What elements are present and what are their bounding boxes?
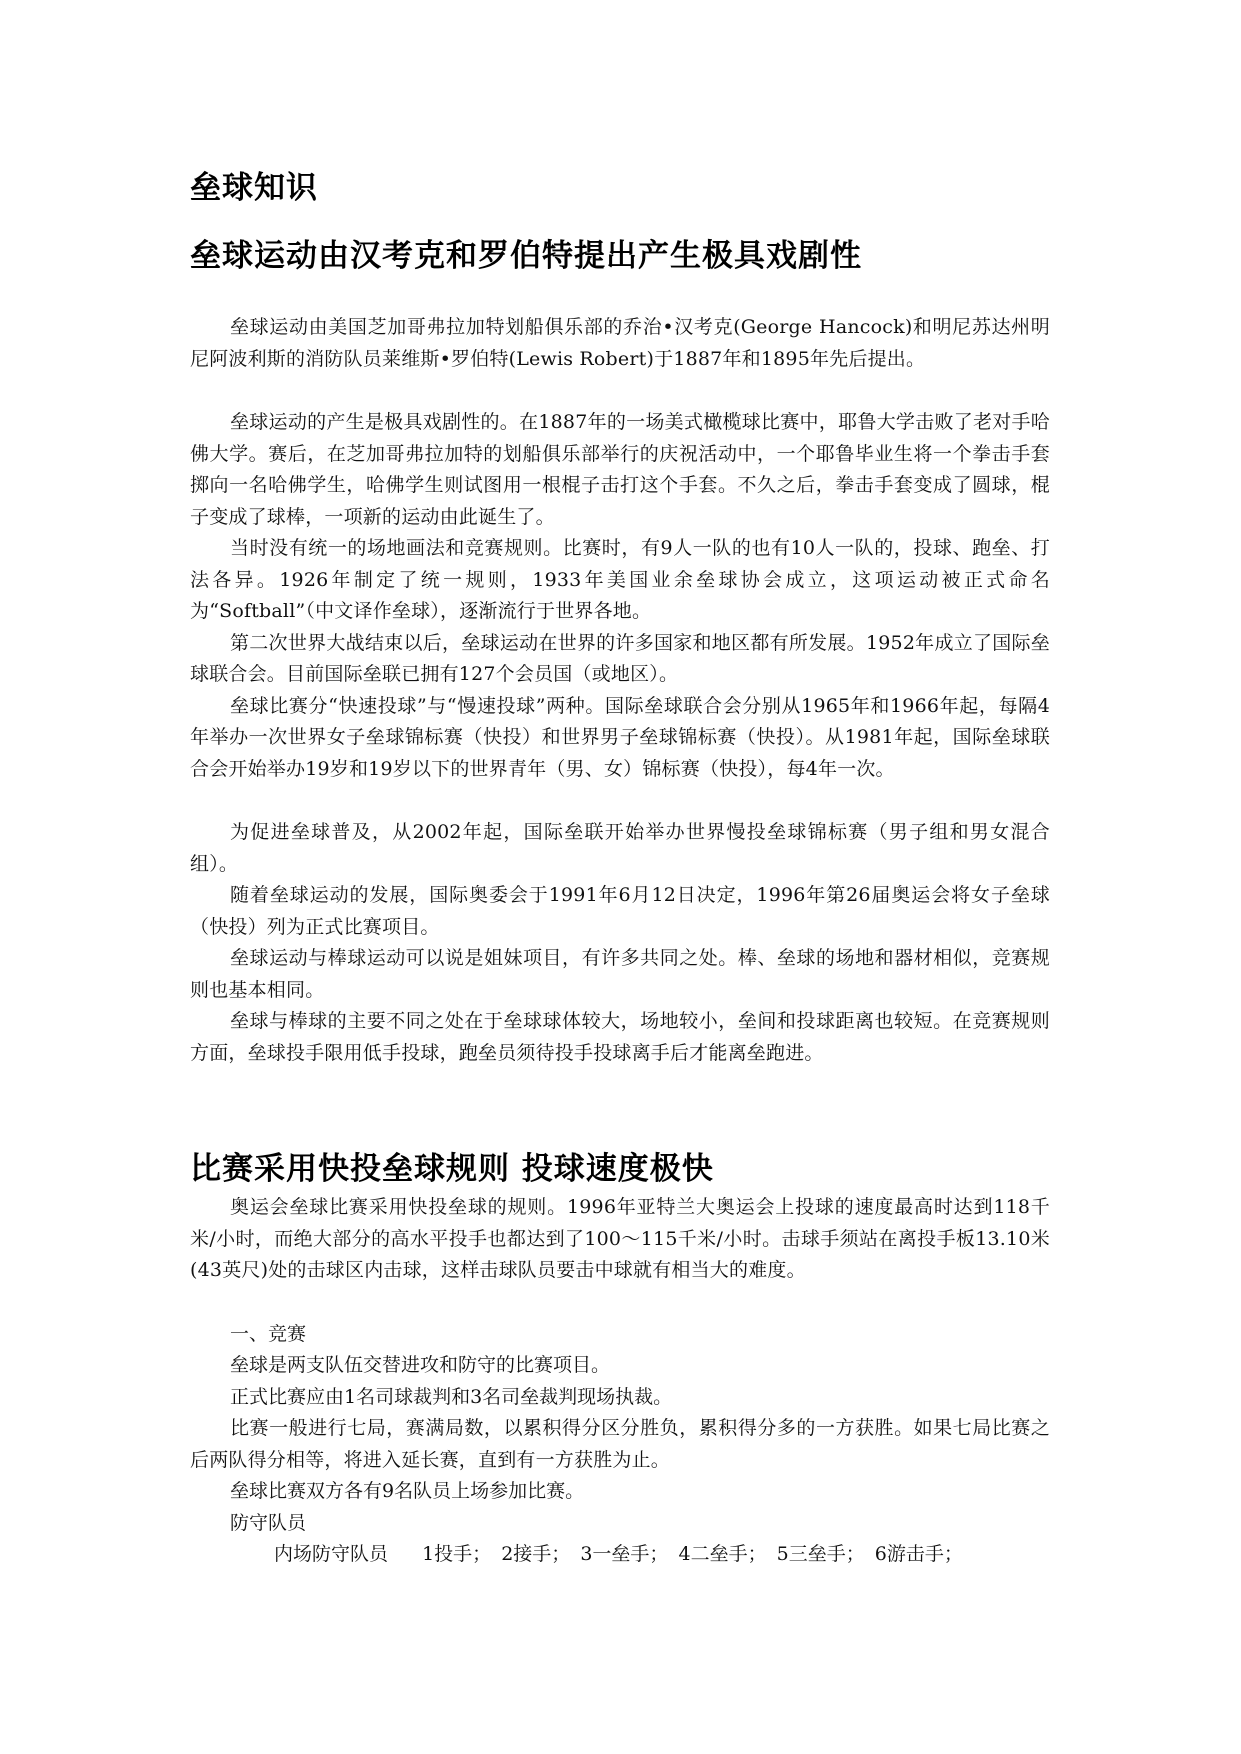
paragraph: 奥运会垒球比赛采用快投垒球的规则。1996年亚特兰大奥运会上投球的速度最高时达到118千米/小时，而绝大部分的高水平投手也都达到了100～115千米/小时。击球手须站在离投手板13.10米(43英尺)处的击球区内击球，这样击球队员要击中球就有相当大的难度。 — [190, 1196, 1050, 1281]
list-item: 垒球是两支队伍交替进攻和防守的比赛项目。 — [230, 1354, 611, 1376]
list-item: 正式比赛应由1名司球裁判和3名司垒裁判现场执裁。 — [230, 1385, 673, 1408]
paragraph: 垒球运动由美国芝加哥弗拉加特划船俱乐部的乔治•汉考克(George Hancock)和明尼苏达州明尼阿波利斯的消防队员莱维斯•罗伯特(Lewis Robert)于1887年和1895年先后提出。 — [190, 316, 1050, 370]
position-first-base: 3一垒手； — [580, 1543, 669, 1565]
list-item: 比赛一般进行七局，赛满局数，以累积得分区分胜负，累积得分多的一方获胜。如果七局比赛之后两队得分相等，将进入延长赛，直到有一方获胜为止。 — [190, 1417, 1050, 1471]
paragraph: 第二次世界大战结束以后，垒球运动在世界的许多国家和地区都有所发展。1952年成立了国际垒球联合会。目前国际垒联已拥有127个会员国（或地区）。 — [190, 631, 1050, 685]
position-pitcher: 1投手； — [422, 1543, 492, 1565]
paragraph: 随着垒球运动的发展，国际奥委会于1991年6月12日决定，1996年第26届奥运会将女子垒球（快投）列为正式比赛项目。 — [190, 884, 1050, 938]
infield-positions-line — [190, 1539, 1050, 1571]
paragraph: 垒球运动的产生是极具戏剧性的。在1887年的一场美式橄榄球比赛中，耶鲁大学击败了老对手哈佛大学。赛后，在芝加哥弗拉加特的划船俱乐部举行的庆祝活动中，一个耶鲁毕业生将一个拳击手套掷向一名哈佛学生，哈佛学生则试图用一根棍子击打这个手套。不久之后，拳击手套变成了圆球，棍子变成了球棒，一项新的运动由此诞生了。 — [190, 411, 1050, 528]
paragraph: 垒球比赛分“快速投球”与“慢速投球”两种。国际垒球联合会分别从1965年和1966年起，每隔4年举办一次世界女子垒球锦标赛（快投）和世界男子垒球锦标赛（快投）。从1981年起，国际垒球联合会开始举办19岁和19岁以下的世界青年（男、女）锦标赛（快投），每4年一次。 — [190, 694, 1050, 780]
position-shortstop: 6游击手； — [874, 1543, 963, 1565]
section-origin-body — [190, 312, 1050, 1069]
paragraph: 垒球运动与棒球运动可以说是姐妹项目，有许多共同之处。棒、垒球的场地和器材相似，竞赛规则也基本相同。 — [190, 947, 1050, 1001]
section-heading-origin: 垒球运动由汉考克和罗伯特提出产生极具戏剧性 — [190, 238, 862, 274]
position-third-base: 5三垒手； — [776, 1543, 865, 1565]
section-heading-rules: 比赛采用快投垒球规则 投球速度极快 — [190, 1151, 714, 1187]
paragraph: 为促进垒球普及，从2002年起，国际垒联开始举办世界慢投垒球锦标赛（男子组和男女混合组）。 — [190, 821, 1050, 875]
paragraph: 当时没有统一的场地画法和竞赛规则。比赛时，有9人一队的也有10人一队的，投球、跑垒、打法各异。1926年制定了统一规则，1933年美国业余垒球协会成立，这项运动被正式命名为“Softball”（中文译作垒球），逐渐流行于世界各地。 — [190, 537, 1050, 622]
section-rules-body — [190, 1192, 1050, 1571]
list-item: 防守队员 — [230, 1511, 307, 1534]
paragraph: 垒球与棒球的主要不同之处在于垒球球体较大，场地较小，垒间和投球距离也较短。在竞赛规则方面，垒球投手限用低手投球，跑垒员须待投手投球离手后才能离垒跑进。 — [190, 1010, 1050, 1064]
document-title: 垒球知识 — [190, 170, 318, 206]
list-item: 一、竞赛 — [230, 1322, 307, 1345]
position-catcher: 2接手； — [501, 1543, 571, 1565]
list-item: 垒球比赛双方各有9名队员上场参加比赛。 — [230, 1480, 585, 1502]
position-second-base: 4二垒手； — [678, 1543, 767, 1565]
infield-label: 内场防守队员 — [274, 1543, 389, 1565]
